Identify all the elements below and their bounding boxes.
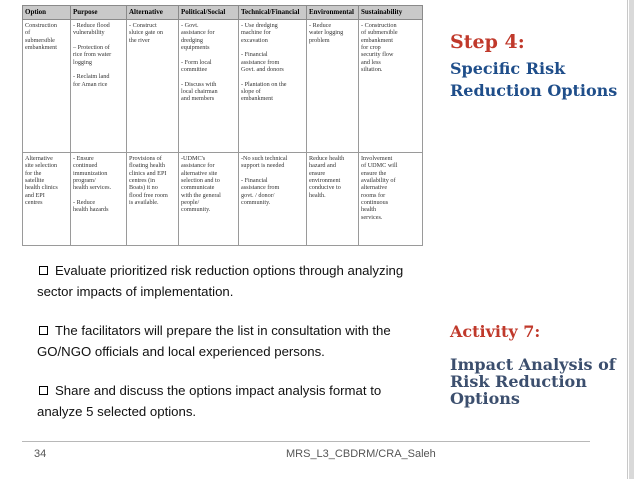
bullet-text: Evaluate prioritized risk reduction options through analyzing sector impacts of implementation. (37, 263, 404, 299)
table-cell: Construction of submersible embankment (23, 20, 71, 153)
table-cell: -UDMC's assistance for alternative site selection and to communicate with the general people/ community. (179, 153, 239, 246)
footer-divider (22, 441, 590, 442)
step-subtitle: Specific Risk Reduction Options (450, 59, 618, 100)
table-cell: - Construct sluice gate on the river (127, 20, 179, 153)
header-purpose: Purpose (71, 6, 127, 20)
header-political-social: Political/Social (179, 6, 239, 20)
header-option: Option (23, 6, 71, 20)
bullet-list (37, 260, 427, 440)
header-technical-financial: Technical/Financial (239, 6, 307, 20)
bullet-text: Share and discuss the options impact analysis format to analyze 5 selected options. (37, 383, 382, 419)
checkbox-bullet-icon (39, 266, 48, 275)
checkbox-bullet-icon (39, 386, 48, 395)
table-row (23, 20, 423, 153)
table-cell: -No such technical support is needed - Financial assistance from govt. / donor/ community. (239, 153, 307, 246)
table-cell: - Use dredging machine for excavation - Financial assistance from Govt. and donors - Plantation on the slope of embankment (239, 20, 307, 153)
table-cell: - Construction of submersible embankment for crop security flow and less siltation. (359, 20, 423, 153)
table-cell: Provisions of floating health clinics and EPI centres (in Boats) it no flood free room is available. (127, 153, 179, 246)
table-cell: - Govt. assistance for dredging equipments - Form local committee - Discuss with local chairman and members (179, 20, 239, 153)
header-environmental: Environmental (307, 6, 359, 20)
table-cell: Involvement of UDMC will ensure the availability of alternative rooms for continuous health services. (359, 153, 423, 246)
bullet-text: The facilitators will prepare the list in consultation with the GO/NGO officials and local experienced persons. (37, 323, 391, 359)
activity-subtitle: Impact Analysis of Risk Reduction Options (450, 355, 616, 408)
step-title: Step 4: (450, 31, 525, 53)
table-cell: - Ensure continued immunization program/ health services. - Reduce health hazards (71, 153, 127, 246)
slide-edge-inner (627, 0, 628, 479)
table-cell: Alternative site selection for the satellite health clinics and EPI centres (23, 153, 71, 246)
footer-text: MRS_L3_CBDRM/CRA_Saleh (286, 448, 436, 460)
table-cell: Reduce health hazard and ensure environment conducive to health. (307, 153, 359, 246)
options-table-image (22, 5, 423, 246)
table-cell: - Reduce flood vulnerability – Protection of rice from water logging - Reclaim land for Aman rice (71, 20, 127, 153)
bullet-item (37, 320, 427, 362)
table-row (23, 153, 423, 246)
table-cell: - Reduce water logging problem (307, 20, 359, 153)
header-alternative: Alternative (127, 6, 179, 20)
bullet-item (37, 260, 427, 302)
page-number: 34 (34, 448, 47, 460)
bullet-item (37, 380, 427, 422)
checkbox-bullet-icon (39, 326, 48, 335)
header-sustainability: Sustainability (359, 6, 423, 20)
activity-title: Activity 7: (450, 322, 541, 341)
slide-edge (629, 0, 634, 479)
table-header-row (23, 6, 423, 20)
options-table (22, 5, 423, 246)
